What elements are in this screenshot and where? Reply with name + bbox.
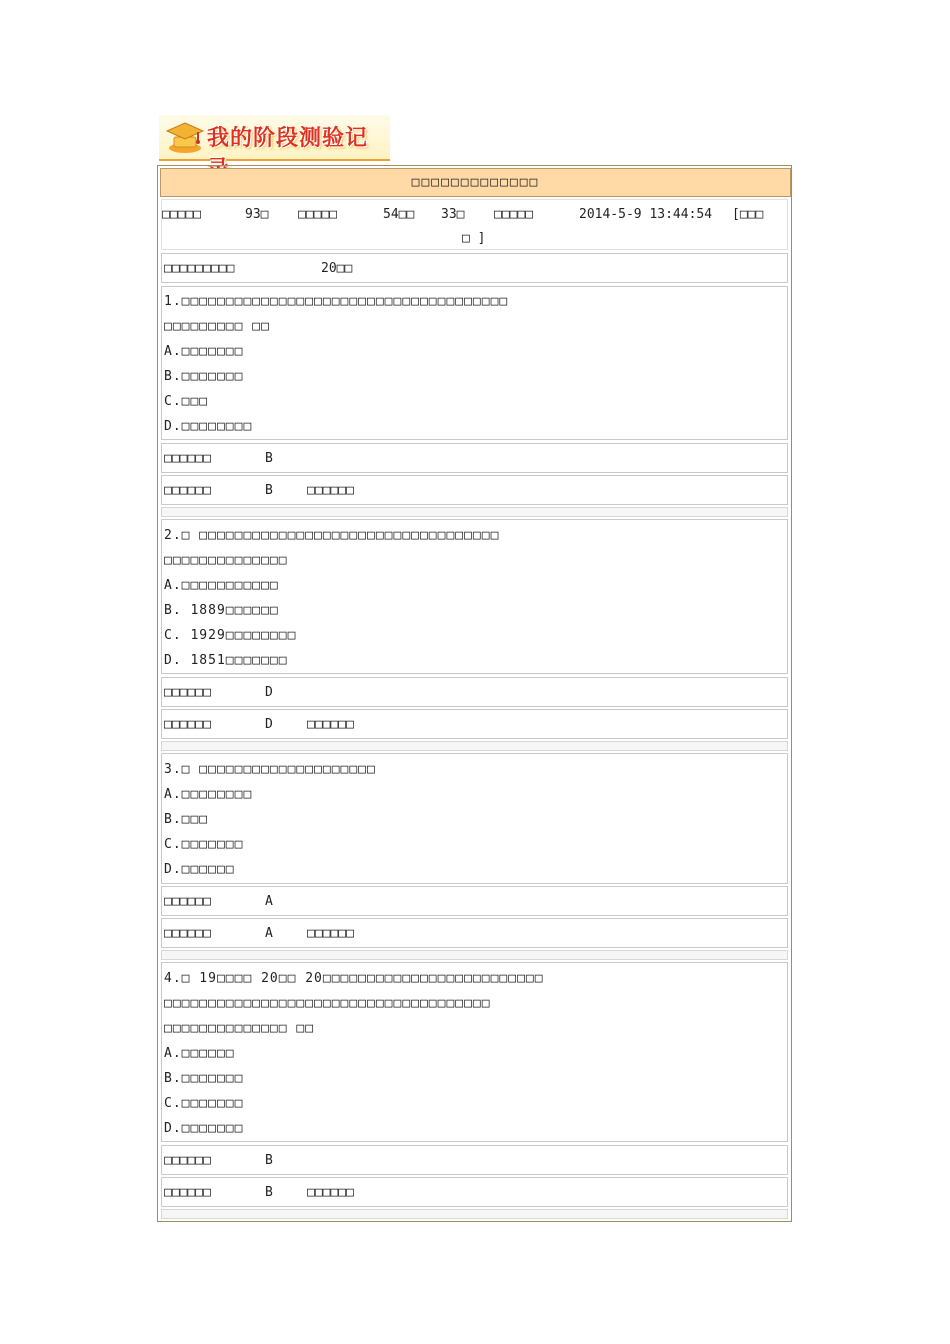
your-answer-row [161,475,788,505]
question-text: □□□□□□□□□□□□□□ □□ [164,1021,315,1036]
standard-answer-label: □□□□□□ [164,894,211,909]
section-label: □□□□□□□□□ [164,261,235,276]
question-block [161,962,788,1142]
option-c: C.□□□ [164,394,209,409]
standard-answer-label: □□□□□□ [164,451,211,466]
page-banner [159,115,390,161]
question-text: □□□□□□□□□□□□□□□□□□□□□□□□□□□□□□□□□□□□□ [164,996,491,1011]
view-link[interactable]: [□□□ [732,207,764,222]
your-answer-value: D [265,717,273,732]
option-b: B.□□□□□□□ [164,369,244,384]
option-d: D. 1851□□□□□□□ [164,653,288,668]
option-a: A.□□□□□□□□□□□ [164,578,279,593]
standard-answer-label: □□□□□□ [164,1153,211,1168]
answer-result: □□□□□□ [307,926,354,941]
answer-result: □□□□□□ [307,483,354,498]
graduation-cap-icon [165,121,205,155]
date-value: 2014-5-9 13:44:54 [579,207,713,222]
standard-answer-value: D [265,685,273,700]
option-d: D.□□□□□□ [164,862,235,877]
option-a: A.□□□□□□ [164,1046,235,1061]
your-answer-value: A [265,926,273,941]
question-text: 1.□□□□□□□□□□□□□□□□□□□□□□□□□□□□□□□□□□□□□ [164,294,509,309]
your-answer-label: □□□□□□ [164,926,211,941]
standard-answer-row [161,886,788,916]
option-a: A.□□□□□□□□ [164,787,253,802]
option-b: B.□□□ [164,812,209,827]
standard-answer-value: B [265,451,273,466]
standard-answer-row [161,677,788,707]
option-d: D.□□□□□□□□ [164,419,253,434]
option-a: A.□□□□□□□ [164,344,244,359]
panel-header: □□□□□□□□□□□□□ [160,168,791,197]
your-answer-row [161,709,788,739]
answer-result: □□□□□□ [307,1185,354,1200]
time-seconds: 33□ [441,207,465,222]
question-text: □□□□□□□□□ □□ [164,319,270,334]
option-d: D.□□□□□□□ [164,1121,244,1136]
question-text: 3.□ □□□□□□□□□□□□□□□□□□□□ [164,762,376,777]
question-block [161,286,788,440]
answer-result: □□□□□□ [307,717,354,732]
your-answer-value: B [265,483,273,498]
option-b: B. 1889□□□□□□ [164,603,279,618]
standard-answer-label: □□□□□□ [164,685,211,700]
standard-answer-row [161,1145,788,1175]
your-answer-label: □□□□□□ [164,1185,211,1200]
question-text: 4.□ 19□□□□ 20□□ 20□□□□□□□□□□□□□□□□□□□□□□□□□ [164,971,544,986]
row-separator [161,741,788,751]
standard-answer-row [161,443,788,473]
date-label: □□□□□ [494,207,534,222]
row-separator [161,950,788,960]
standard-answer-value: B [265,1153,273,1168]
question-text: 2.□ □□□□□□□□□□□□□□□□□□□□□□□□□□□□□□□□□□ [164,528,500,543]
your-answer-row [161,918,788,948]
section-row [161,253,788,283]
your-answer-label: □□□□□□ [164,717,211,732]
view-link-end[interactable]: □ ] [462,231,486,246]
option-c: C.□□□□□□□ [164,1096,244,1111]
score-value: 93□ [245,207,269,222]
score-label: □□□□□ [162,207,202,222]
option-c: C.□□□□□□□ [164,837,244,852]
time-minutes: 54□□ [383,207,415,222]
option-c: C. 1929□□□□□□□□ [164,628,297,643]
standard-answer-value: A [265,894,273,909]
question-text: □□□□□□□□□□□□□□ [164,553,288,568]
row-separator [161,507,788,517]
your-answer-value: B [265,1185,273,1200]
your-answer-label: □□□□□□ [164,483,211,498]
section-value: 20□□ [321,261,353,276]
time-label: □□□□□ [298,207,338,222]
option-b: B.□□□□□□□ [164,1071,244,1086]
row-separator [161,1209,788,1219]
your-answer-row [161,1177,788,1207]
banner-title: 我的阶段测验记 [207,126,369,151]
